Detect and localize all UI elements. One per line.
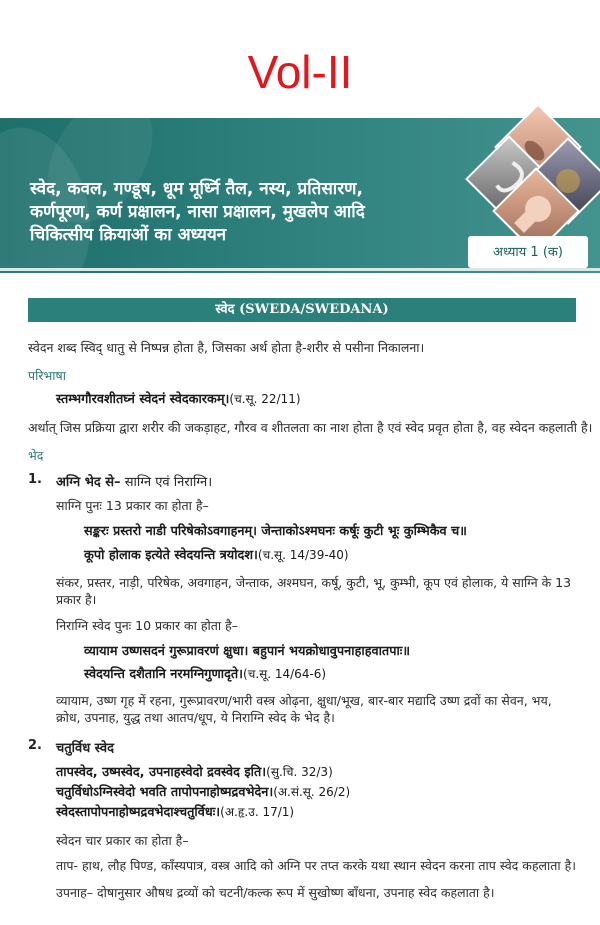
intro-text: स्वेदन शब्द स्विद् धातु से निष्पन्न होता है, जिसका अर्थ होता है-शरीर से पसीना निकालना। (28, 340, 425, 355)
chapter-title (30, 178, 460, 247)
chapter-title-line: स्वेद, कवल, गण्डूष, धूम मूर्ध्नि तैल, नस्य, प्रतिसारण, (30, 179, 363, 199)
upnah-sweda-text: उपनाह– दोषानुसार औषध द्रव्यों को चटनी/कल्क रूप में सुखोष्ण बाँधना, उपनाह स्वेद कहलाता है। (56, 885, 495, 900)
list-number: 1. (28, 472, 42, 487)
niragni-verse: व्यायाम उष्णसदनं गुरूप्रावरणं क्षुधा। बहुपानं भयक्रोधावुपनाहाहवातपाः॥ (84, 644, 411, 659)
verse-reference: (च.सू. 22/11) (229, 392, 301, 406)
chaturvidh-verse (56, 762, 333, 783)
niragni-verse (84, 664, 326, 685)
definition-verse (56, 389, 301, 410)
verse-text: कूपो होलाक इत्येते स्वेदयन्ति त्रयोदश। (84, 548, 258, 563)
verse-text: स्वेदयन्ति दशैतानि नरमग्निगुणादृते। (84, 667, 244, 682)
banner-divider (0, 268, 600, 271)
tap-sweda-text: ताप- हाथ, लौह पिण्ड, काँस्यपात्र, वस्त्र आदि को अग्नि पर तप्त करके यथा स्थान स्वेदन करना ताप स्वेद कहलाता है। (56, 858, 576, 873)
section-title: स्वेद (SWEDA/SWEDANA) (28, 298, 576, 322)
chapter-title-line: चिकित्सीय क्रियाओं का अध्ययन (30, 225, 227, 245)
verse-reference: (सु.चि. 32/3) (266, 765, 333, 779)
sagni-list: संकर, प्रस्तर, नाड़ी, परिषेक, अवगाहन, जेन्ताक, अश्मघन, कर्षू, कुटी, भू, कुम्भी, कूप एवं होलाक, ये साग्नि के 13 प्रकार है। (56, 575, 572, 607)
chaturvidh-verse (56, 782, 350, 803)
chapter-number-box (468, 236, 588, 268)
niragni-list: व्यायाम, उष्ण गृह में रहना, गुरूप्रावरण/भारी वस्त्र ओढ़ना, क्षुधा/भूख, बार-बार मद्यादि उष्ण द्रवों का सेवन, भय, क्रोध, उपनाह, युद्ध तथा आतप/धूप, ये निराग्नि स्वेद के भेद है। (56, 693, 552, 725)
verse-reference: (अ.सं.सू. 26/2) (273, 785, 351, 799)
chaturvidh-verse (56, 802, 294, 823)
verse-text: स्वेदस्तापोपनाहोष्मद्रवभेदाश्चतुर्विधः। (56, 805, 221, 820)
item1-heading (56, 472, 212, 490)
definition-meaning: अर्थात् जिस प्रक्रिया द्वारा शरीर की जकड़ाहट, गौरव व शीतलता का नाश होता है एवं स्वेद प्रवृत होता है, वह स्वेदन कहलाती है। (28, 420, 593, 435)
item1-subtitle: साग्नि एवं निराग्नि। (120, 475, 213, 490)
four-types-intro: स्वेदन चार प्रकार का होता है– (56, 833, 189, 848)
item2-heading: चतुर्विध स्वेद (56, 741, 114, 756)
item1-title: अग्नि भेद से– (56, 475, 121, 490)
chapter-number: अध्याय 1 (क) (493, 245, 563, 260)
sagni-verse (84, 545, 349, 566)
types-heading: भेद (28, 448, 44, 463)
chapter-title-line: कर्णपूरण, कर्ण प्रक्षालन, नासा प्रक्षालन, मुखलेप आदि (30, 202, 365, 222)
verse-reference: (च.सू. 14/39-40) (257, 548, 349, 562)
definition-heading: परिभाषा (28, 368, 66, 383)
niragni-intro: निराग्नि स्वेद पुनः 10 प्रकार का होता है– (56, 618, 238, 633)
sagni-intro: साग्नि पुनः 13 प्रकार का होता है– (56, 498, 209, 513)
verse-reference: (अ.हृ.उ. 17/1) (220, 805, 295, 819)
volume-title: Vol-II (247, 46, 353, 98)
verse-reference: (च.सू. 14/64-6) (243, 667, 327, 681)
verse-text: चतुर्विधोऽग्निस्वेदो भवति तापोपनाहोष्मद्रवभेदेन। (56, 785, 274, 800)
verse-text: तापस्वेद, उष्मस्वेद, उपनाहस्वेदो द्रवस्वेद इति। (56, 765, 267, 780)
sagni-verse: सङ्करः प्रस्तरो नाडी परिषेकोऽवगाहनम्। जेन्ताकोऽश्मघनः कर्षूः कुटी भूः कुम्भिकैव च॥ (84, 524, 467, 539)
list-number: 2. (28, 738, 42, 753)
verse-text: स्तम्भगौरवशीतघ्नं स्वेदनं स्वेदकारकम्। (56, 392, 230, 407)
